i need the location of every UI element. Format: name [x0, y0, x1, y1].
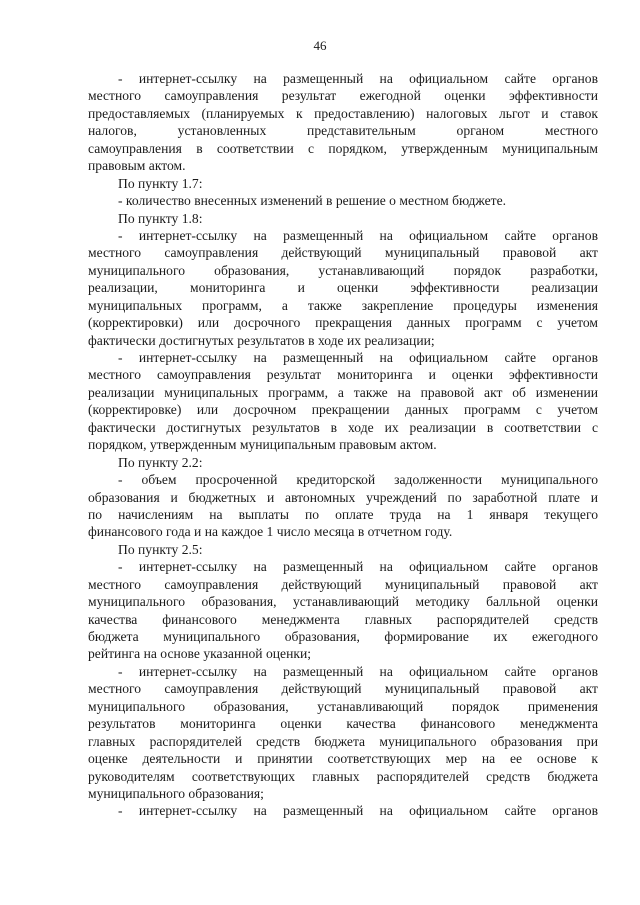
text-line: По пункту 2.2: [118, 454, 203, 470]
text-line: реализации, мониторинга и оценки эффективности реализации [88, 280, 598, 296]
text-line: - интернет-ссылку на размещенный на официальном сайте органов [118, 663, 598, 679]
text-line: - объем просроченной кредиторской задолженности муниципального [118, 472, 598, 488]
text-line: (корректировки) или досрочного прекращения данных программ с учетом [88, 315, 598, 331]
text-line: По пункту 1.8: [118, 210, 203, 226]
text-line: муниципального образования, устанавливающий порядок применения [88, 698, 598, 714]
text-line: рейтинга на основе указанной оценки; [88, 646, 312, 662]
text-line: местного самоуправления действующий муниципальный правовой акт [88, 576, 598, 592]
text-line: предоставляемых (планируемых к предоставлению) налоговых льгот и ставок [88, 105, 598, 121]
text-line: местного самоуправления действующий муниципальный правовой акт [88, 681, 598, 697]
text-line: главных распорядителей средств бюджета муниципального образования при [88, 733, 598, 749]
text-line: местного самоуправления результат ежегодной оценки эффективности [88, 88, 598, 104]
text-line: фактически достигнутых результатов в ходе их реализации; [88, 332, 435, 348]
text-line: - количество внесенных изменений в решение о местном бюджете. [118, 193, 507, 209]
text-line: оценке деятельности и принятии соответствующих мер на ее основе к [88, 751, 598, 767]
text-line: - интернет-ссылку на размещенный на официальном сайте органов [118, 227, 598, 243]
text-line: по начислениям на выплаты по оплате труда на 1 января текущего [88, 506, 598, 522]
text-line: налогов, установленных представительным органом местного [88, 123, 598, 139]
text-line: По пункту 1.7: [118, 175, 203, 191]
text-line: самоуправления в соответствии с порядком, утвержденным муниципальным [88, 140, 598, 156]
document-body [88, 70, 598, 820]
text-line: порядком, утвержденным муниципальным правовым актом. [88, 437, 437, 453]
text-line: фактически достигнутых результатов в ходе их реализации в соответствии с [88, 419, 598, 435]
text-line: - интернет-ссылку на размещенный на официальном сайте органов [118, 803, 598, 819]
text-line: - интернет-ссылку на размещенный на официальном сайте органов [118, 559, 598, 575]
text-line: муниципального образования; [88, 785, 264, 801]
text-line: (корректировке) или досрочном прекращении данных программ с учетом [88, 402, 598, 418]
text-line: руководителям соответствующих главных распорядителей средств бюджета [88, 768, 598, 784]
text-line: муниципальных программ, а также закрепление процедуры изменения [88, 297, 598, 313]
text-line: качества финансового менеджмента главных распорядителей средств [88, 611, 598, 627]
text-line: реализации муниципальных программ, а также на правовой акт об изменении [88, 384, 598, 400]
text-line: По пункту 2.5: [118, 541, 203, 557]
text-line: муниципального образования, устанавливающий методику балльной оценки [88, 594, 598, 610]
text-line: результатов мониторинга оценки качества финансового менеджмента [88, 716, 598, 732]
text-line: муниципального образования, устанавливающий порядок разработки, [88, 262, 598, 278]
text-line: - интернет-ссылку на размещенный на официальном сайте органов [118, 350, 598, 365]
text-line: бюджета муниципального образования, формирование их ежегодного [88, 629, 598, 644]
text-line: местного самоуправления результат мониторинга и оценки эффективности [88, 367, 598, 383]
text-line: образования и бюджетных и автономных учреждений по заработной плате и [88, 489, 598, 505]
text-line: финансового года и на каждое 1 число месяца в отчетном году. [88, 524, 453, 540]
text-line: местного самоуправления действующий муниципальный правовой акт [88, 245, 598, 261]
text-line: правовым актом. [88, 158, 186, 174]
page-number: 46 [313, 38, 327, 53]
text-line: - интернет-ссылку на размещенный на официальном сайте органов [118, 71, 598, 86]
